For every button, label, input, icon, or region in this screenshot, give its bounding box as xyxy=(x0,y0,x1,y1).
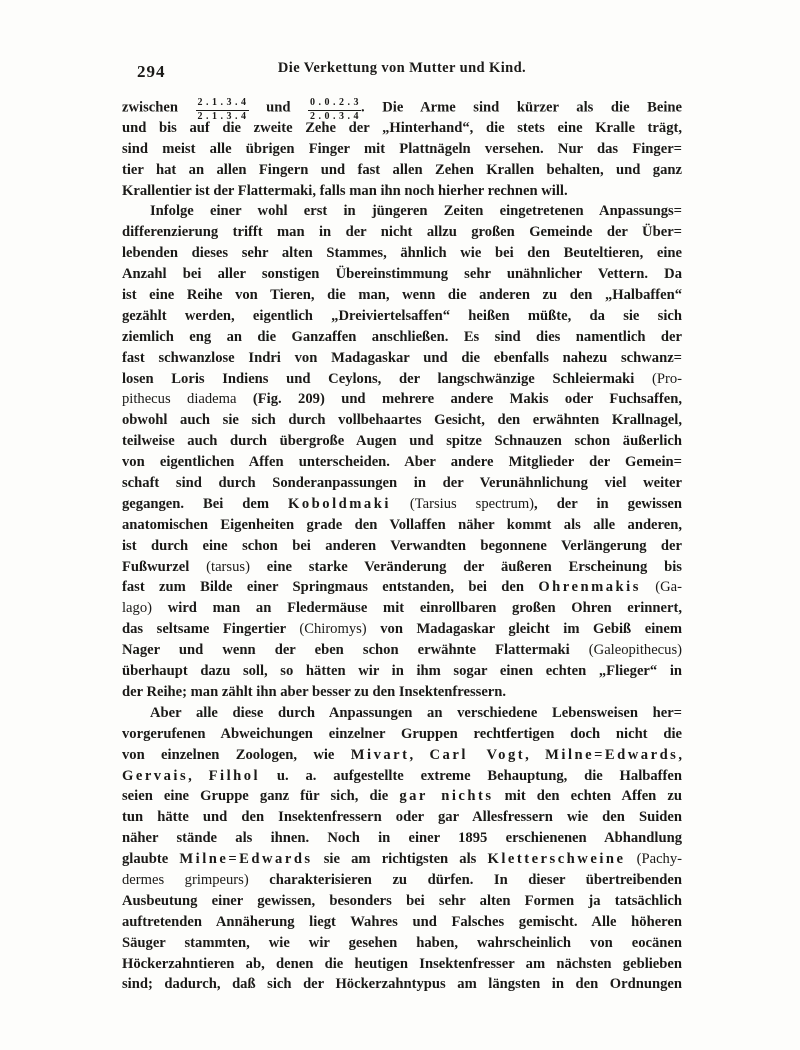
body-text: eine starke Veränderung der äußeren Erscheinung bis xyxy=(249,558,682,575)
text-line xyxy=(122,536,682,557)
text-line xyxy=(122,682,682,703)
spaced-emphasis-text: Filhol xyxy=(208,767,261,784)
body-text: mit den echten Affen zu xyxy=(493,788,682,805)
text-line xyxy=(122,118,682,139)
antiqua-text: (Pachy- xyxy=(636,851,682,868)
text-line xyxy=(122,515,682,536)
body-text: überhaupt dazu soll, so hätten wir in ihm sogar einen echten „Flieger“ in xyxy=(122,663,682,680)
text-line xyxy=(122,786,682,807)
body-text: obwohl auch sie sich durch vollbehaartes Gesicht, den erwähnten Krallnagel, xyxy=(122,412,682,429)
spaced-emphasis-text: Milne=Edwards xyxy=(179,851,313,868)
body-text: vorgerufenen Abweichungen einzelner Gruppen rechtfertigen doch nicht die xyxy=(122,725,682,742)
text-line xyxy=(122,160,682,181)
text-line xyxy=(122,222,682,243)
text-line xyxy=(122,661,682,682)
text-line xyxy=(122,766,682,787)
body-text: ist durch eine schon bei anderen Verwandten begonnene Verlängerung der xyxy=(122,537,682,554)
body-text: anatomischen Eigenheiten grade den Vollaffen näher kommt als alle anderen, xyxy=(122,516,682,533)
text-line xyxy=(122,389,682,410)
text-line xyxy=(122,745,682,766)
body-text: , xyxy=(525,746,546,763)
body-text: Infolge einer wohl erst in jüngeren Zeiten eingetretenen Anpassungs= xyxy=(150,203,682,220)
body-text: tun hätte und den Insektenfressern oder gar Allesfressern wie den Suiden xyxy=(122,809,682,826)
body-text: gegangen. Bei dem xyxy=(122,495,289,512)
spaced-emphasis-text: Koboldmaki xyxy=(288,495,391,512)
text-line xyxy=(122,724,682,745)
page-number: 294 xyxy=(137,62,166,81)
text-line xyxy=(122,974,682,995)
text-line xyxy=(122,807,682,828)
body-text: Säuger stammten, wie wir gesehen haben, wahrscheinlich von eocänen xyxy=(122,934,682,951)
body-text: sind; dadurch, daß sich der Höckerzahntypus am längsten in den Ordnungen xyxy=(122,976,682,993)
spaced-emphasis-text: Ohrenmakis xyxy=(538,579,641,596)
antiqua-text: lago) xyxy=(122,600,152,617)
spaced-emphasis-text: gar nichts xyxy=(399,788,494,805)
antiqua-text: pithecus diadema xyxy=(122,391,253,408)
text-line xyxy=(122,598,682,619)
text-line xyxy=(122,306,682,327)
body-text: sind meist alle übrigen Finger mit Plattnägeln versehen. Nur das Finger= xyxy=(122,140,682,157)
body-text: Krallentier ist der Flattermaki, falls man ihn noch hierher rechnen will. xyxy=(122,182,568,199)
body-text-block xyxy=(122,97,682,995)
running-head: Die Verkettung von Mutter und Kind. xyxy=(277,60,527,76)
body-text: von Madagaskar gleicht im Gebiß einem xyxy=(366,621,682,638)
body-text: , der in gewissen xyxy=(534,495,682,512)
text-line xyxy=(122,243,682,264)
text-line xyxy=(122,849,682,870)
body-text: (Fig. 209) und mehrere andere Makis oder Fuchsaffen, xyxy=(252,391,682,408)
text-line xyxy=(122,348,682,369)
body-text: und bis auf die zweite Zehe der „Hinterhand“, die stets eine Kralle trägt, xyxy=(122,119,682,136)
text-line xyxy=(122,369,682,390)
body-text: Fußwurzel xyxy=(122,558,207,575)
text-line xyxy=(122,181,682,202)
dental-formula-fraction: $\frac{2 . 1 . 3 . 4}{2 . 1 . 3 . 4}$ xyxy=(197,97,247,122)
body-text: auftretenden Annäherung liegt Wahres und Falsches gemischt. Alle höheren xyxy=(122,913,682,930)
text-line xyxy=(122,828,682,849)
body-text xyxy=(625,851,636,867)
text-line xyxy=(122,452,682,473)
text-line xyxy=(122,954,682,975)
spaced-emphasis-text: Milne=Edwards xyxy=(545,746,679,763)
body-text: und xyxy=(248,99,309,116)
body-text: ziemlich eng an die Ganzaffen anschließen. Es sind dies namentlich der xyxy=(122,328,682,345)
antiqua-text: (Galeopithecus) xyxy=(588,642,682,659)
body-text: schaft sind durch Sonderanpassungen in der Verunähnlichung viel weiter xyxy=(122,475,682,492)
text-line xyxy=(122,97,682,122)
body-text: Aber alle diese durch Anpassungen an verschiedene Lebensweisen her= xyxy=(150,704,682,721)
text-line xyxy=(122,494,682,515)
text-line xyxy=(122,703,682,724)
body-text: losen Loris Indiens und Ceylons, der langschwänzige Schleiermaki xyxy=(122,370,652,387)
body-text: , xyxy=(188,767,209,784)
body-text: fast zum Bilde einer Springmaus entstanden, bei den xyxy=(122,579,539,596)
antiqua-text: (Chiromys) xyxy=(299,621,367,638)
body-text: Höckerzahntieren ab, denen die heutigen Insektenfresser am nächsten geblieben xyxy=(122,955,682,972)
body-text: u. a. aufgestellte extreme Behauptung, die Halbaffen xyxy=(260,767,682,784)
text-line xyxy=(122,410,682,431)
spaced-emphasis-text: Carl Vogt xyxy=(429,746,526,763)
text-line xyxy=(122,577,682,598)
body-text: sie am richtigsten als xyxy=(312,851,488,868)
body-text: tier hat an allen Fingern und fast allen Zehen Krallen behalten, und ganz xyxy=(122,161,682,178)
text-line xyxy=(122,431,682,452)
text-line xyxy=(122,870,682,891)
text-line xyxy=(122,557,682,578)
body-text: Nager und wenn der eben schon erwähnte Flattermaki xyxy=(122,642,589,659)
text-line xyxy=(122,933,682,954)
antiqua-text: (Pro- xyxy=(652,370,682,387)
body-text xyxy=(391,496,410,512)
body-text: fast schwanzlose Indri von Madagaskar und die ebenfalls nahezu schwanz= xyxy=(122,349,682,366)
body-text: näher stände als ihnen. Noch in einer 1895 erschienenen Abhandlung xyxy=(122,830,682,847)
text-line xyxy=(122,640,682,661)
antiqua-text: (Ga- xyxy=(655,579,682,596)
spaced-emphasis-text: Gervais xyxy=(122,767,189,784)
text-line xyxy=(122,912,682,933)
body-text: . Die Arme sind kürzer als die Beine xyxy=(361,99,682,116)
body-text: zwischen xyxy=(122,99,196,116)
body-text: Anzahl bei aller sonstigen Übereinstimmung sehr unähnlicher Vettern. Da xyxy=(122,266,682,283)
body-text: von einzelnen Zoologen, wie xyxy=(122,746,351,763)
antiqua-text: (Tarsius spectrum) xyxy=(409,495,535,512)
body-text: das seltsame Fingertier xyxy=(122,621,300,638)
body-text: der Reihe; man zählt ihn aber besser zu den Insektenfressern. xyxy=(122,683,507,700)
spaced-emphasis-text: Kletterschweine xyxy=(487,851,626,868)
dental-formula-fraction: $\frac{0 . 0 . 2 . 3}{2 . 0 . 3 . 4}$ xyxy=(310,97,360,122)
body-text: ist eine Reihe von Tieren, die man, wenn die anderen zu den „Halbaffen“ xyxy=(122,287,682,304)
antiqua-text: (tarsus) xyxy=(206,558,250,575)
body-text: charakterisieren zu dürfen. In dieser übertreibenden xyxy=(248,871,683,888)
spaced-emphasis-text: Mivart xyxy=(350,746,410,763)
text-line xyxy=(122,264,682,285)
body-text: Ausbeutung einer gewissen, besonders bei sehr alten Formen ja tatsächlich xyxy=(122,892,682,909)
body-text: gezählt werden, eigentlich „Dreiviertelsaffen“ heißen müßte, da sie sich xyxy=(122,307,682,324)
body-text: teilweise auch durch übergroße Augen und spitze Schnauzen schon äußerlich xyxy=(122,433,682,450)
antiqua-text: dermes grimpeurs) xyxy=(122,871,249,888)
text-line xyxy=(122,891,682,912)
body-text: , xyxy=(678,746,683,763)
text-line xyxy=(122,473,682,494)
text-line xyxy=(122,619,682,640)
body-text: seien eine Gruppe ganz für sich, die xyxy=(122,788,400,805)
body-text: lebenden dieses sehr alten Stammes, ähnlich wie bei den Beuteltieren, eine xyxy=(122,245,682,262)
text-line xyxy=(122,139,682,160)
body-text: differenzierung trifft man in der nicht allzu großen Gemeinde der Über= xyxy=(122,224,682,241)
body-text: glaubte xyxy=(122,851,180,868)
body-text: von eigentlichen Affen unterscheiden. Aber andere Mitglieder der Gemein= xyxy=(122,454,682,471)
body-text: wird man an Fledermäuse mit einrollbaren großen Ohren erinnert, xyxy=(152,600,682,617)
body-text xyxy=(641,579,655,595)
text-line xyxy=(122,285,682,306)
text-line xyxy=(122,327,682,348)
body-text: , xyxy=(409,746,430,763)
text-line xyxy=(122,201,682,222)
